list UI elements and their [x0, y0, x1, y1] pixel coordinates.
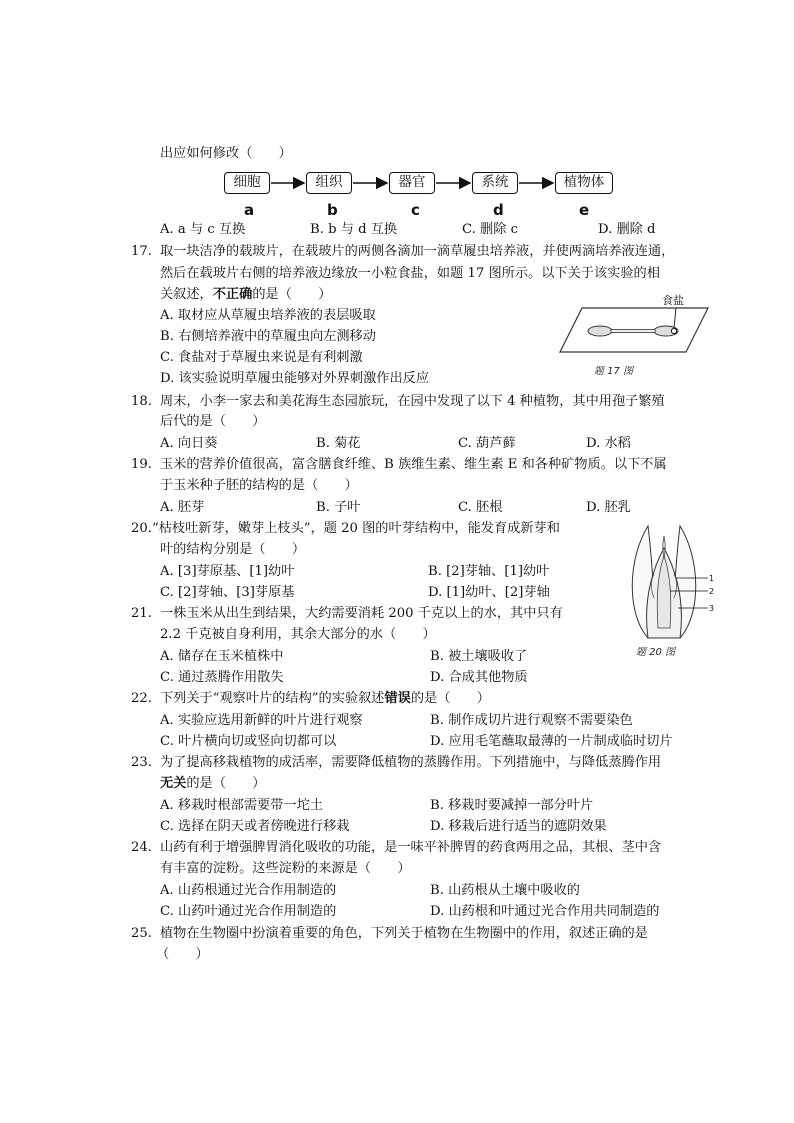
q20-figure [618, 518, 718, 658]
q20-line1: “枯枝吐新芽，嫩芽上枝头”，题 20 图的叶芽结构中，能发育成新芽和 [152, 521, 560, 536]
q22-number: 22. [131, 691, 152, 706]
flow-letter-e: e [579, 201, 590, 219]
q24-number: 24. [131, 840, 152, 855]
q21-option-c: C. 通过蒸腾作用散失 [160, 670, 284, 685]
q24-option-c: C. 山药叶通过光合作用制造的 [160, 904, 337, 919]
q24-line1: 山药有利于增强脾胃消化吸收的功能，是一味平补脾胃的药食两用之品，其根、茎中含 [160, 840, 662, 855]
q23-line1: 为了提高移栽植物的成活率，需要降低植物的蒸腾作用。下列措施中，与降低蒸腾作用 [160, 755, 662, 770]
q21-option-b: B. 被土壤吸收了 [430, 649, 528, 664]
q18-option-a: A. 向日葵 [160, 436, 218, 451]
q21-option-a: A. 储存在玉米植株中 [160, 649, 284, 664]
q20-figure-label-2: 2 [709, 587, 715, 596]
q16-option-d: D. 删除 d [598, 222, 656, 237]
flow-letter-a: a [244, 201, 255, 219]
q25-line1: 植物在生物圈中扮演着重要的角色，下列关于植物在生物圈中的作用，叙述正确的是 [160, 926, 648, 941]
q23-option-c: C. 选择在阴天或者傍晚进行移栽 [160, 819, 350, 834]
q19-option-b: B. 子叶 [316, 500, 361, 515]
q17-option-b: B. 右侧培养液中的草履虫向左测移动 [160, 329, 376, 344]
q20-figure-label-1: 1 [709, 574, 715, 583]
q24-option-b: B. 山药根从土壤中吸收的 [430, 883, 580, 898]
q16-option-c: C. 删除 c [462, 222, 518, 237]
flow-arrows [0, 0, 794, 220]
q17-option-d: D. 该实验说明草履虫能够对外界刺激作出反应 [160, 371, 430, 386]
q21-option-d: D. 合成其他物质 [430, 670, 528, 685]
q20-number: 20. [131, 521, 152, 536]
q21-line1: 一株玉米从出生到结果，大约需要消耗 200 千克以上的水，其中只有 [160, 606, 563, 621]
q20-figure-label-3: 3 [709, 604, 715, 613]
q18-option-c: C. 葫芦藓 [458, 436, 516, 451]
q23-number: 23. [131, 755, 152, 770]
flow-letter-d: d [493, 201, 504, 219]
q18-number: 18. [131, 394, 152, 409]
q20-option-c: C. [2]芽轴、[3]芽原基 [160, 585, 295, 600]
q21-line2: 2.2 千克被自身利用，其余大部分的水（ ） [160, 627, 436, 642]
q23-option-a: A. 移栽时根部需要带一坨土 [160, 798, 323, 813]
q19-line1: 玉米的营养价值很高，富含膳食纤维、B 族维生素、维生素 E 和各种矿物质。以下不属 [160, 457, 667, 472]
flow-box-system: 系统 [472, 172, 518, 194]
q24-option-a: A. 山药根通过光合作用制造的 [160, 883, 337, 898]
q17-option-a: A. 取材应从草履虫培养液的表层吸取 [160, 308, 376, 323]
q17-figure-caption: 题 17 图 [594, 366, 634, 377]
q19-line2: 于玉米种子胚的结构的是（ ） [160, 478, 358, 493]
q16-option-a: A. a 与 c 互换 [160, 222, 246, 237]
q22-option-d: D. 应用毛笔蘸取最薄的一片制成临时切片 [430, 734, 673, 749]
q17-line1: 取一块洁净的载玻片，在载玻片的两侧各滴加一滴草履虫培养液，并使两滴培养液连通， [160, 244, 675, 259]
q17-line2: 然后在载玻片右侧的培养液边缘放一小粒食盐，如题 17 图所示。以下关于该实验的相 [160, 266, 660, 281]
q20-line2: 叶的结构分别是（ ） [160, 542, 306, 557]
q17-line3: 关叙述，不正确的是（ ） [160, 287, 332, 302]
q23-option-d: D. 移栽后进行适当的遮阴效果 [430, 819, 607, 834]
q17-figure-label: 食盐 [662, 294, 684, 307]
q17-number: 17. [131, 244, 152, 259]
q22-option-a: A. 实验应选用新鲜的叶片进行观察 [160, 713, 363, 728]
q24-option-d: D. 山药根和叶通过光合作用共同制造的 [430, 904, 660, 919]
q22-line1: 下列关于“观察叶片的结构”的实验叙述错误的是（ ） [160, 691, 490, 706]
q23-option-b: B. 移栽时要减掉一部分叶片 [430, 798, 594, 813]
q25-number: 25. [131, 926, 152, 941]
q16-stem-tail: 出应如何修改（ ） [160, 146, 292, 161]
q18-line2: 后代的是（ ） [160, 414, 266, 429]
q19-number: 19. [131, 457, 152, 472]
flow-box-plant: 植物体 [555, 172, 613, 194]
q17-option-c: C. 食盐对于草履虫来说是有利刺激 [160, 350, 363, 365]
flow-letter-c: c [411, 201, 420, 219]
q19-option-d: D. 胚乳 [586, 500, 631, 515]
q19-option-c: C. 胚根 [458, 500, 503, 515]
q16-option-b: B. b 与 d 互换 [310, 222, 398, 237]
q20-option-d: D. [1]幼叶、[2]芽轴 [428, 585, 550, 600]
q19-option-a: A. 胚芽 [160, 500, 205, 515]
q18-option-b: B. 菊花 [316, 436, 361, 451]
q20-option-b: B. [2]芽轴、[1]幼叶 [428, 564, 550, 579]
q18-line1: 周末，小李一家去和美花海生态园旅玩，在园中发现了以下 4 种植物，其中用孢子繁殖 [160, 394, 665, 409]
q20-option-a: A. [3]芽原基、[1]幼叶 [160, 564, 295, 579]
q21-number: 21. [131, 606, 152, 621]
flow-box-tissue: 组织 [306, 172, 352, 194]
q22-option-c: C. 叶片横向切或竖向切都可以 [160, 734, 337, 749]
q18-option-d: D. 水稻 [586, 436, 631, 451]
flow-box-cell: 细胞 [224, 172, 270, 194]
flow-letter-b: b [327, 201, 338, 219]
q24-line2: 有丰富的淀粉。这些淀粉的来源是（ ） [160, 861, 411, 876]
q25-line2: （ ） [156, 947, 209, 962]
q22-option-b: B. 制作成切片进行观察不需要染色 [430, 713, 633, 728]
q17-figure [556, 290, 716, 382]
flow-box-organ: 器官 [389, 172, 435, 194]
q23-line2: 无关的是（ ） [160, 776, 266, 791]
q20-figure-caption: 题 20 图 [636, 647, 676, 658]
